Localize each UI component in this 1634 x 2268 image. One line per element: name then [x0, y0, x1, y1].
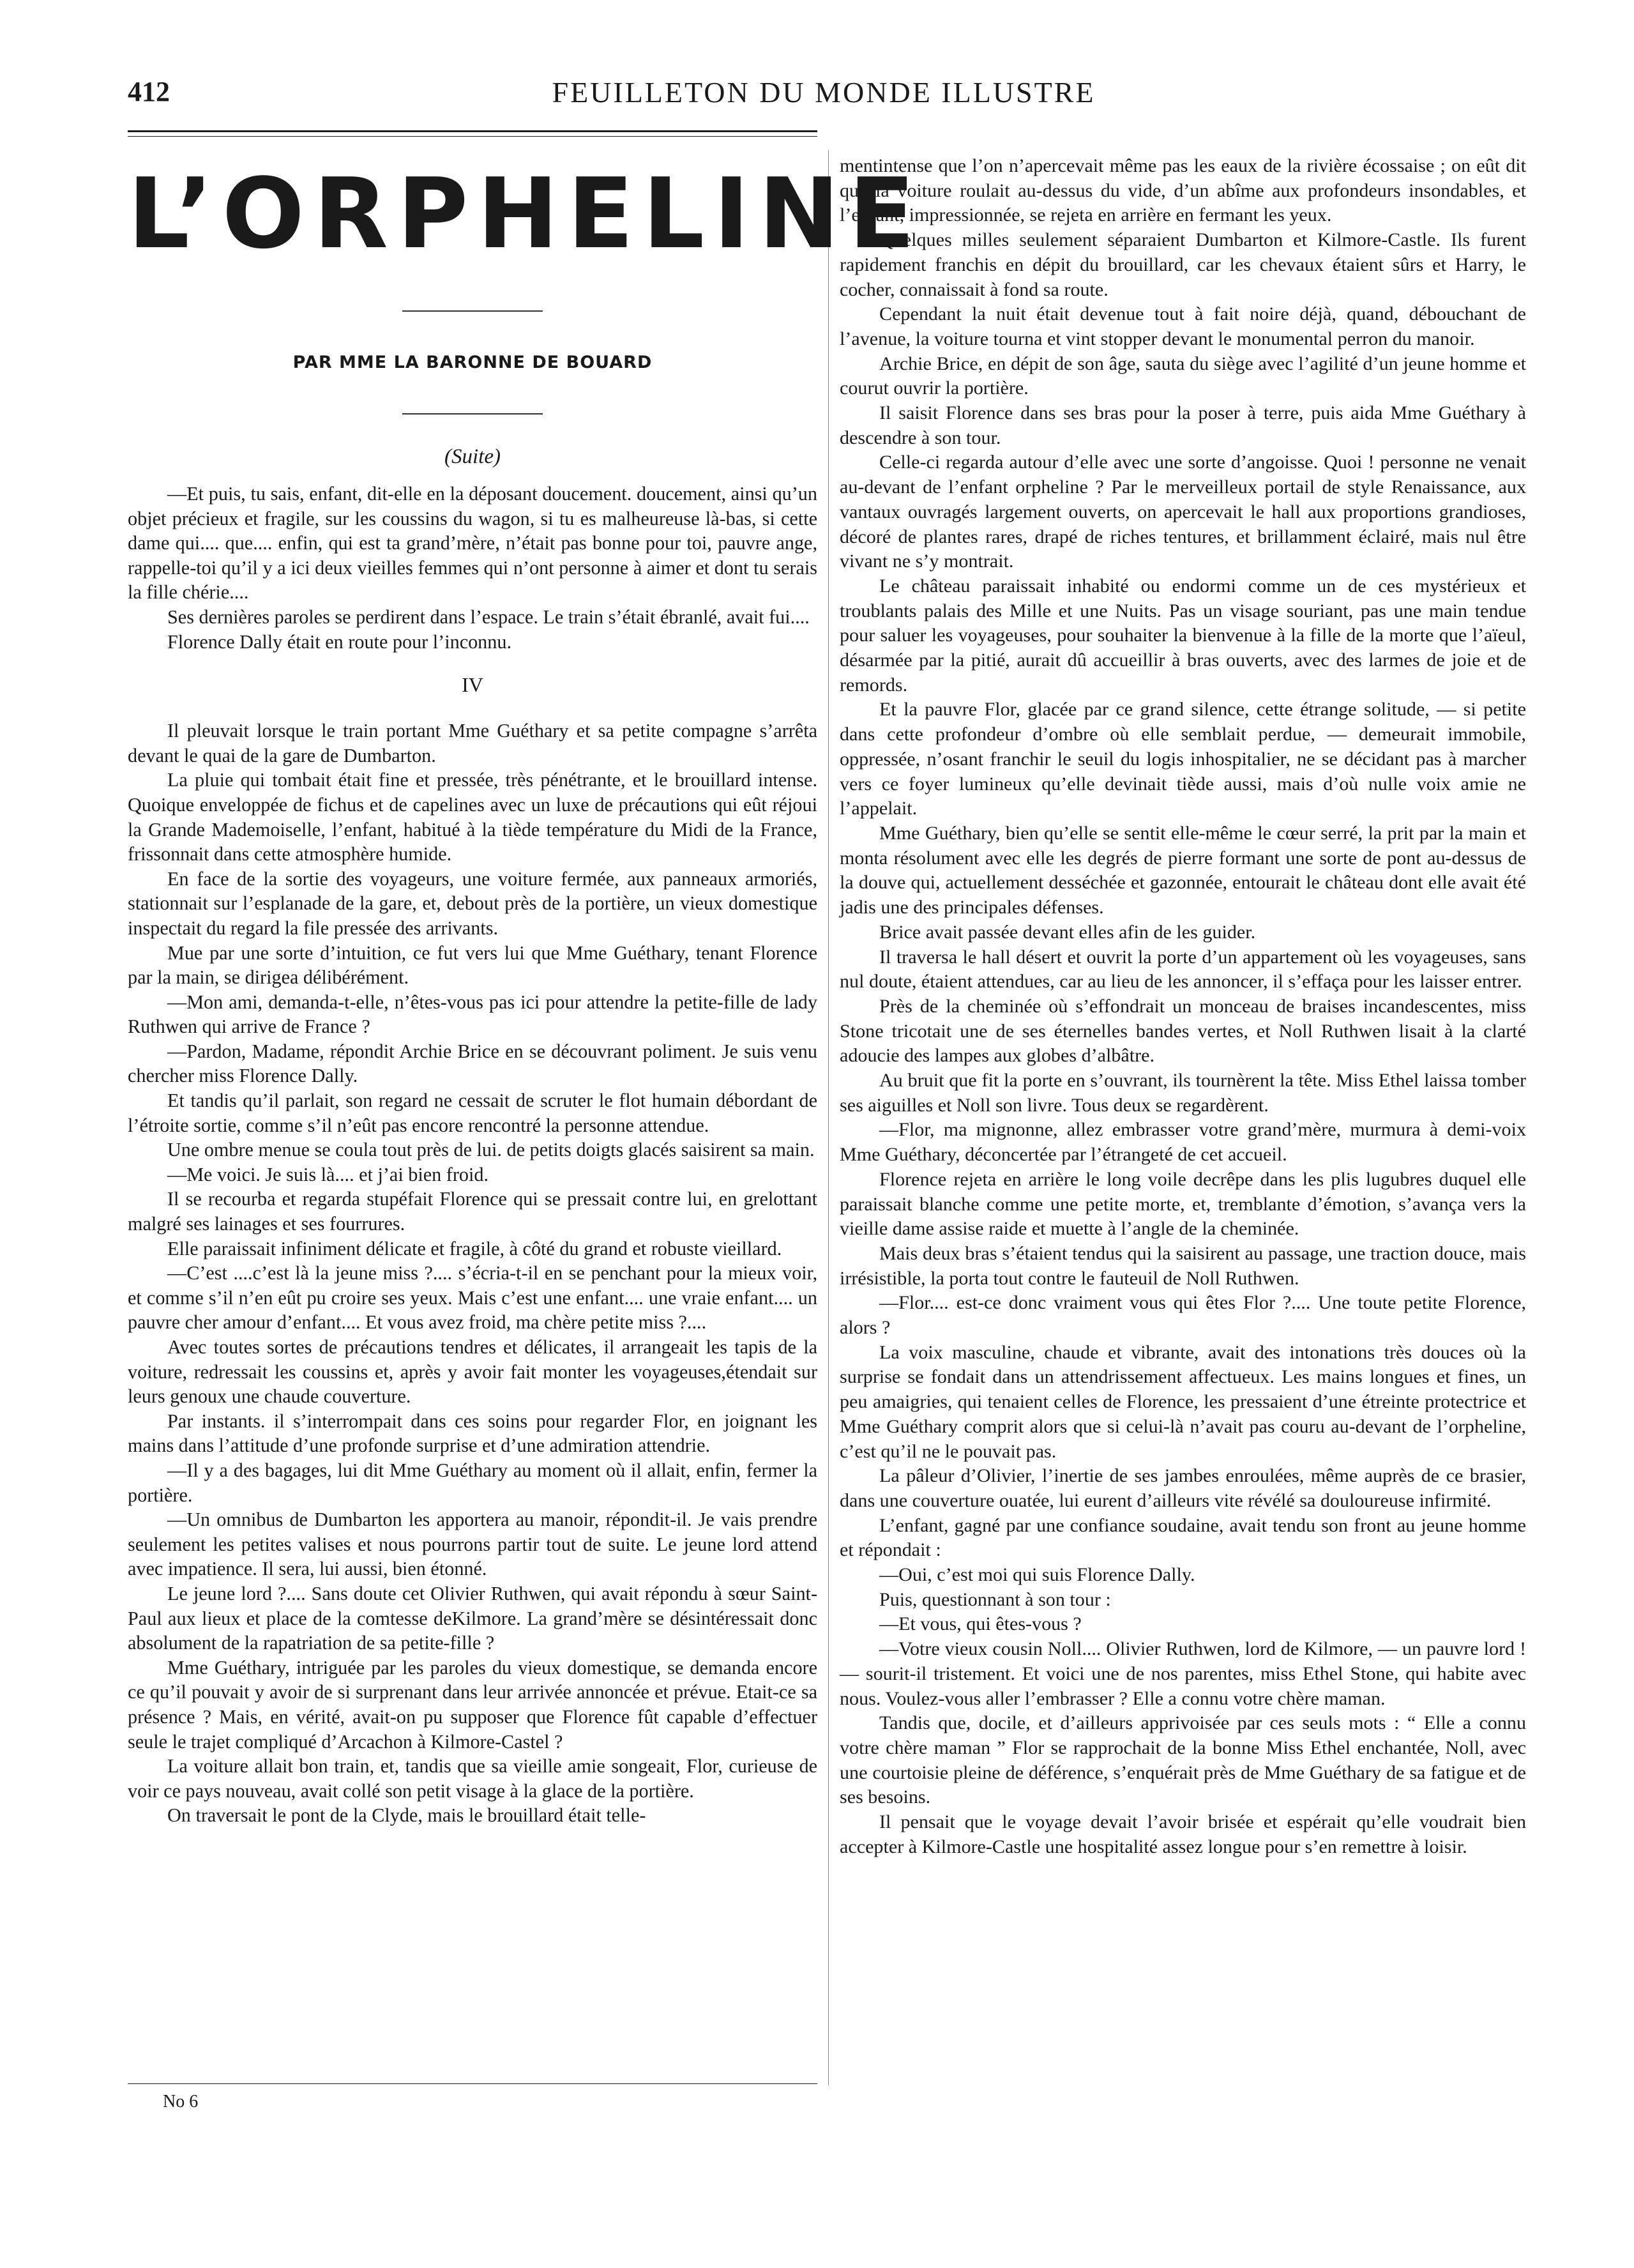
paragraph: —Et vous, qui êtes-vous ? — [879, 1613, 1082, 1635]
paragraph: —Votre vieux cousin Noll.... Olivier Ruthwen, lord de Kilmore, — un pauvre lord ! — sourit-il tristement. Et voici une de nos parentes, miss Ethel Stone, qui habite avec nous. Voulez-vous aller l’embrasser ? Elle a connu votre chère maman. — [840, 1638, 1526, 1709]
paragraph: mentintense que l’on n’apercevait même pas les eaux de la rivière écossaise ; on eût dit que la voiture roulait au-dessus du vide, d’un abîme aux profondeurs insondables, et l’enfant, impressionnée, se rejeta en arrière en fermant les yeux. — [840, 155, 1526, 226]
issue-number: No 6 — [163, 2092, 199, 2112]
paragraph: Mme Guéthary, intriguée par les paroles du vieux domestique, se demanda encore ce qu’il pouvait y avoir de si surprenant dans leur arrivée annoncée et prévue. Etait-ce sa présence ? Mais, en vérité, avait-on pu supposer que Florence fût capable d’effectuer seule le trajet compliqué d’Arcachon à Kilmore-Castel ? — [128, 1656, 817, 1753]
paragraph: La pluie qui tombait était fine et pressée, très pénétrante, et le brouillard intense. Quoique enveloppée de fichus et de capelines avec un luxe de précautions qui eût réjoui la Grande Mademoiselle, l’enfant, habitué à la tiède température du Midi de la France, frissonnait dans cette atmosphère humide. — [128, 769, 817, 865]
page-header — [128, 75, 1520, 133]
paragraph: La voix masculine, chaude et vibrante, avait des intonations très douces où la surprise se fondait dans un attendrissement affectueux. Les mains longues et fines, un peu amaigries, qui tenaient celles de Florence, les pressaient d’une étreinte protectrice et Mme Guéthary comprit alors que si celui-là n’avait pas couru au-devant de l’orpheline, c’est qu’il ne le pouvait pas. — [840, 1341, 1526, 1462]
paragraph: L’enfant, gagné par une confiance soudaine, avait tendu son front au jeune homme et répondait : — [840, 1514, 1526, 1561]
paragraph: Il traversa le hall désert et ouvrit la porte d’un appartement où les voyageuses, sans nul doute, étaient attendues, car au lieu de les annoncer, il s’effaça pour les laisser entrer. — [840, 945, 1526, 993]
article-author: PAR MME LA BARONNE DE BOUARD — [292, 353, 653, 372]
paragraph: Et la pauvre Flor, glacée par ce grand silence, cette étrange solitude, — si petite dans cette profondeur d’ombre où elle semblait perdue, — demeurait immobile, oppressée, n’osant franchir le seuil du logis inhospitalier, ne se décidant pas à marcher vers ce foyer lumineux qu’elle devinait tiède aussi, mais d’où nulle voix amie ne l’appelait. — [840, 698, 1526, 819]
paragraph: Brice avait passée devant elles afin de les guider. — [879, 920, 1256, 943]
header-rule — [128, 130, 817, 132]
suite-label: (Suite) — [444, 445, 501, 468]
right-column — [840, 153, 1526, 1859]
paragraph: Florence Dally était en route pour l’inconnu. — [167, 630, 512, 653]
header-rule-thin — [128, 136, 817, 137]
paragraph: Le château paraissait inhabité ou endormi comme un de ces mystérieux et troublants palais des Mille et une Nuits. Pas un visage souriant, pas une main tendue pour saluer les voyageuses, pour souhaiter la bienvenue à la fille de la morte que l’aïeul, désarmée par la pitié, aurait dû accueillir à bras ouverts, avec des larmes de joie et de remords. — [840, 574, 1526, 696]
paragraph: Mue par une sorte d’intuition, ce fut vers lui que Mme Guéthary, tenant Florence par la main, se dirigea délibérément. — [128, 941, 817, 989]
paragraph: Cependant la nuit était devenue tout à fait noire déjà, quand, débouchant de l’avenue, la voiture tourna et vint stopper devant le monumental perron du manoir. — [840, 303, 1526, 349]
paragraph: Le jeune lord ?.... Sans doute cet Olivier Ruthwen, qui avait répondu à sœur Saint-Paul aux lieux et place de la comtesse deKilmore. La grand’mère se désintéressait donc absolument de la rapatriation de sa petite-fille ? — [128, 1582, 817, 1654]
article-title: L’ORPHELINE — [128, 157, 924, 270]
left-column — [128, 147, 924, 1828]
paragraph: —Et puis, tu sais, enfant, dit-elle en la déposant doucement. doucement, ainsi qu’un objet précieux et fragile, sur les coussins du wagon, si tu es malheureuse là-bas, si cette dame qui.... que.... enfin, qui est ta grand’mère, n’était pas bonne pour toi, pauvre ange, rappelle-toi qu’il y a ici deux vieilles femmes qui n’ont personne à aimer et dont tu serais la fille chérie.... — [128, 483, 817, 604]
paragraph: Il saisit Florence dans ses bras pour la poser à terre, puis aida Mme Guéthary à descendre à son tour. — [840, 402, 1526, 448]
paragraph: Avec toutes sortes de précautions tendres et délicates, il arrangeait les tapis de la voiture, redressait les coussins et, après y avoir fait monter les voyageuses,étendait sur leurs genoux une chaude couverture. — [128, 1336, 817, 1408]
paragraph: En face de la sortie des voyageurs, une voiture fermée, aux panneaux armoriés, stationnait sur l’esplanade de la gare, et, debout près de la portière, un vieux domestique inspectait du regard la file pressée des arrivants. — [128, 867, 817, 939]
chapter-paragraphs — [128, 719, 817, 1828]
paragraph: Florence rejeta en arrière le long voile decrêpe dans les plis lugubres duquel elle paraissait blanche comme une petite morte, et, tremblante d’émotion, s’avança vers la vieille dame assise raide et muette à l’angle de la cheminée. — [840, 1168, 1526, 1240]
paragraph: Et tandis qu’il parlait, son regard ne cessait de scruter le flot humain débordant de l’étroite sortie, comme s’il n’eût pas encore rencontré la personne attendue. — [128, 1090, 817, 1136]
author-rule — [402, 413, 543, 415]
chapter-heading: IV — [462, 673, 483, 697]
paragraph: La pâleur d’Olivier, l’inertie de ses jambes enroulées, même auprès de ce brasier, dans une couverture ouatée, lui eurent d’ailleurs vite révélé sa douloureuse infirmité. — [840, 1465, 1526, 1511]
paragraph: Il pensait que le voyage devait l’avoir brisée et espérait qu’elle voudrait bien accepter à Kilmore-Castle une hospitalité assez longue pour s’en remettre à loisir. — [840, 1811, 1526, 1857]
paragraph: Elle paraissait infiniment délicate et fragile, à côté du grand et robuste vieillard. — [167, 1237, 782, 1260]
paragraph: —Mon ami, demanda-t-elle, n’êtes-vous pas ici pour attendre la petite-fille de lady Ruthwen qui arrive de France ? — [128, 991, 817, 1038]
paragraph: —Oui, c’est moi qui suis Florence Dally. — [879, 1564, 1195, 1586]
paragraph: Puis, questionnant à son tour : — [879, 1588, 1111, 1610]
paragraph: Celle-ci regarda autour d’elle avec une sorte d’angoisse. Quoi ! personne ne venait au-devant de l’enfant orpheline ? Par le merveilleux portail de style Renaissance, aux vantaux ouvragés largement ouverts, on apercevait le hall aux proportions grandioses, décoré de plantes rares, drapé de riches tentures, et brillamment éclairé, mais nul être vivant ne s’y montrait. — [840, 451, 1526, 572]
footer-rule — [128, 2083, 817, 2084]
paragraph: Il se recourba et regarda stupéfait Florence qui se pressait contre lui, en grelottant malgré ses lainages et ses fourrures. — [128, 1188, 817, 1235]
running-title: FEUILLETON DU MONDE ILLUSTRE — [552, 76, 1096, 109]
paragraph: Mme Guéthary, bien qu’elle se sentit elle-même le cœur serré, la prit par la main et monta résolument avec elle les degrés de pierre formant une sorte de pont au-dessus de la douve qui, actuellement desséchée et gazonnée, entourait le château dont elle avait été jadis une des principales défenses. — [840, 821, 1526, 918]
paragraph: Quelques milles seulement séparaient Dumbarton et Kilmore-Castle. Ils furent rapidement franchis en dépit du brouillard, car les chevaux étaient sûrs et Harry, le cocher, connaissait à fond sa route. — [840, 229, 1526, 300]
page-number: 412 — [128, 76, 170, 107]
paragraph: Il pleuvait lorsque le train portant Mme Guéthary et sa petite compagne s’arrêta devant le quai de la gare de Dumbarton. — [128, 720, 817, 766]
paragraph: Au bruit que fit la porte en s’ouvrant, ils tournèrent la tête. Miss Ethel laissa tomber ses aiguilles et Noll son livre. Tous deux se regardèrent. — [840, 1069, 1526, 1116]
paragraph: —C’est ....c’est là la jeune miss ?.... s’écria-t-il en se penchant pour la mieux voir, et comme s’il n’en eût pu croire ses yeux. Mais c’est une enfant.... une vraie enfant.... un pauvre cher amour d’enfant.... Et vous avez froid, ma chère petite miss ?.... — [128, 1262, 817, 1334]
paragraph: La voiture allait bon train, et, tandis que sa vieille amie songeait, Flor, curieuse de voir ce pays nouveau, avait collé son petit visage à la glace de la portière. — [128, 1755, 817, 1802]
paragraph: —Un omnibus de Dumbarton les apportera au manoir, répondit-il. Je vais prendre seulement les petites valises et nous pourrons partir tout de suite. Le jeune lord attend avec impatience. Il sera, lui aussi, bien étonné. — [128, 1509, 817, 1580]
right-paragraphs — [840, 153, 1526, 1859]
paragraph: Archie Brice, en dépit de son âge, sauta du siège avec l’agilité d’un jeune homme et courut ouvrir la portière. — [840, 352, 1526, 399]
paragraph: Par instants. il s’interrompait dans ces soins pour regarder Flor, en joignant les mains dans l’attitude d’une profonde surprise et d’une admiration attendrie. — [128, 1410, 817, 1457]
intro-paragraphs — [128, 482, 817, 654]
paragraph: —Me voici. Je suis là.... et j’ai bien froid. — [167, 1163, 489, 1185]
paragraph: —Flor, ma mignonne, allez embrasser votre grand’mère, murmura à demi-voix Mme Guéthary, déconcertée par l’étrangeté de cet accueil. — [840, 1118, 1526, 1166]
paragraph: —Pardon, Madame, répondit Archie Brice en se découvrant poliment. Je suis venu chercher miss Florence Dally. — [128, 1040, 817, 1087]
title-rule — [402, 310, 543, 312]
paragraph: Ses dernières paroles se perdirent dans l’espace. Le train s’était ébranlé, avait fui.... — [167, 605, 810, 628]
paragraph: Tandis que, docile, et d’ailleurs apprivoisée par ces seuls mots : “ Elle a connu votre chère maman ” Flor se rapprochait de la bonne Miss Ethel enchantée, Noll, avec une courtoisie pleine de déférence, s’enquérait près de Mme Guéthary de sa fatigue et de ses besoins. — [840, 1712, 1526, 1808]
paragraph: On traversait le pont de la Clyde, mais le brouillard était telle- — [167, 1804, 646, 1827]
column-divider — [828, 150, 829, 2085]
paragraph: —Il y a des bagages, lui dit Mme Guéthary au moment où il allait, enfin, fermer la portière. — [128, 1459, 817, 1506]
paragraph: Près de la cheminée où s’effondrait un monceau de braises incandescentes, miss Stone tricotait une de ses éternelles bandes vertes, et Noll Ruthwen lisait à la clarté adoucie des lampes aux globes d’albâtre. — [840, 994, 1526, 1067]
paragraph: Une ombre menue se coula tout près de lui. de petits doigts glacés saisirent sa main. — [167, 1139, 815, 1161]
paragraph: Mais deux bras s’étaient tendus qui la saisirent au passage, une traction douce, mais irrésistible, la porta tout contre le fauteuil de Noll Ruthwen. — [840, 1242, 1526, 1289]
paragraph: —Flor.... est-ce donc vraiment vous qui êtes Flor ?.... Une toute petite Florence, alors ? — [840, 1291, 1526, 1339]
